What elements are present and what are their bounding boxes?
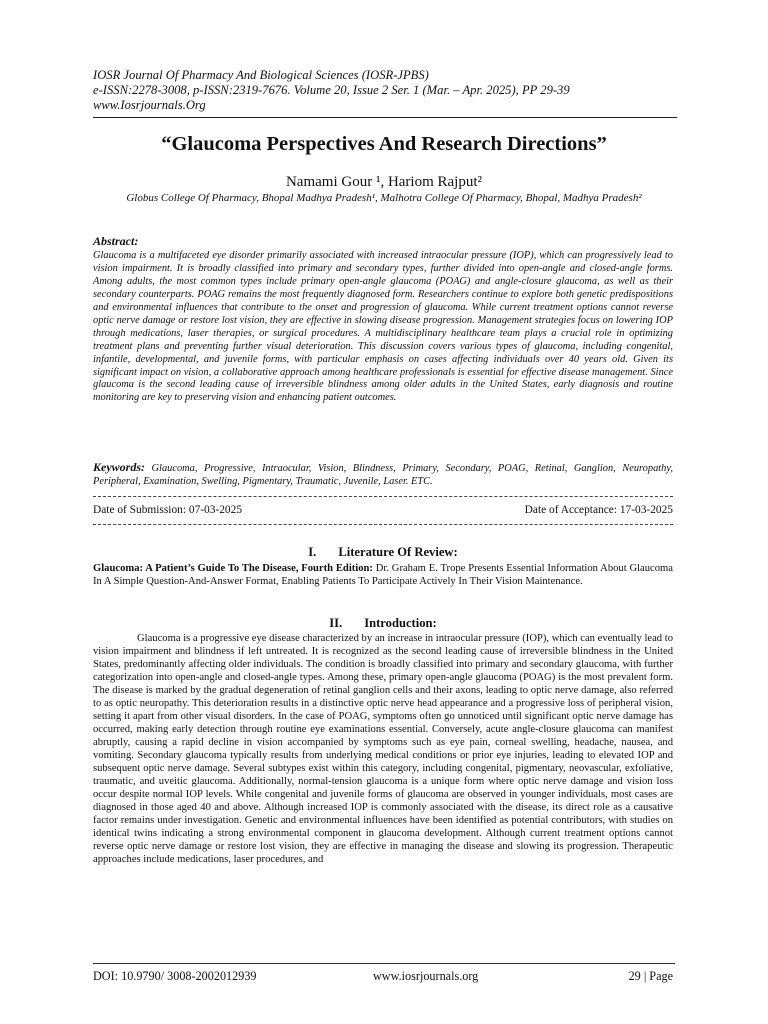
acceptance-date: Date of Acceptance: 17-03-2025: [524, 504, 673, 516]
section-title: Introduction:: [364, 616, 437, 630]
header-rule: [93, 117, 677, 118]
section-number: II.: [329, 616, 343, 630]
journal-header: [93, 68, 683, 114]
journal-name: IOSR Journal Of Pharmacy And Biological Sciences (IOSR-JPBS): [93, 68, 429, 82]
separator-bottom: [93, 524, 673, 525]
keywords-block: [93, 461, 673, 488]
abstract-label: Abstract:: [93, 234, 139, 248]
literature-paragraph: [93, 562, 673, 588]
footer-doi: DOI: 10.9790/ 3008-2002012939: [93, 969, 257, 983]
page-footer: [93, 968, 673, 984]
separator-top: [93, 496, 673, 497]
submission-date: Date of Submission: 07-03-2025: [93, 504, 243, 516]
section-heading-literature: [93, 545, 673, 560]
section-title: Literature Of Review:: [338, 545, 458, 559]
author-affiliation: Globus College Of Pharmacy, Bhopal Madhya Pradesh¹, Malhotra College Of Pharmacy, Bhopal, Madhya Pradesh²: [126, 192, 642, 204]
journal-website: www.Iosrjournals.Org: [93, 98, 206, 113]
abstract-text: Glaucoma is a multifaceted eye disorder primarily associated with increased intraocular pressure (IOP), which can progressively lead to vision impairment. It is broadly classified into primary and secondary types, further divided into open-angle and closed-angle forms. Among adults, the most common types include primary open-angle glaucoma (POAG) and angle-closure glaucoma, as well as their secondary counterparts. POAG remains the most frequently diagnosed form. Researchers continue to explore both genetic predispositions and environmental influences that contribute to the onset and progression of glaucoma. While current treatment options cannot reverse optic nerve damage or restore lost vision, they are effective in slowing disease progression. Management strategies focus on lowering IOP through medications, laser therapies, or surgical procedures. A multidisciplinary healthcare team plays a crucial role in optimizing treatment plans and preventing further visual deterioration. This discussion covers various types of glaucoma, including congenital, infantile, developmental, and juvenile forms, with particular emphasis on cases affecting individuals over 40 years old. Given its significant impact on vision, a collaborative approach among healthcare professionals is essential for effective disease management. Since glaucoma is the second leading cause of irreversible blindness among older adults in the United States, early diagnosis and routine monitoring are key to preserving vision and enhancing patient outcomes.: [93, 249, 673, 404]
literature-text: Dr. Graham E. Trope Presents Essential Information About Glaucoma In A Simple Question-And-Answer Format, Enabling Patients To Participate Actively In Their Vision Maintenance.: [93, 563, 673, 587]
section-number: I.: [308, 545, 317, 559]
keywords-label: Keywords:: [93, 460, 145, 474]
abstract-block: [93, 235, 673, 405]
literature-lead: Glaucoma: A Patient’s Guide To The Disease, Fourth Edition:: [93, 563, 373, 574]
footer-page-number: 29 | Page: [628, 969, 673, 983]
section-heading-introduction: [93, 616, 673, 631]
footer-website: www.iosrjournals.org: [373, 969, 479, 983]
footer-rule: [93, 963, 675, 964]
author-list: Namami Gour ¹, Hariom Rajput²: [285, 174, 483, 190]
dates-row: [93, 503, 673, 517]
introduction-paragraph: Glaucoma is a progressive eye disease characterized by an increase in intraocular pressure (IOP), which can eventually lead to vision impairment and blindness if left untreated. It is recognized as the second leading cause of irreversible blindness in the United States, predominantly affecting older individuals. The condition is broadly classified into primary and secondary glaucoma, with further categorization into open-angle and closed-angle types. Among these, primary open-angle glaucoma (POAG) is the most prevalent form. The disease is marked by the gradual degeneration of retinal ganglion cells and their axons, leading to optic nerve damage, also referred to as optic neuropathy. This deterioration results in a distinctive optic nerve head appearance and a progressive loss of peripheral vision, setting it apart from other visual disorders. In the case of POAG, symptoms often go unnoticed until significant optic nerve damage has occurred, making early detection through routine eye examinations essential. Conversely, acute angle-closure glaucoma can manifest abruptly, causing a rapid decline in vision accompanied by symptoms such as eye pain, corneal swelling, headache, nausea, and vomiting. Secondary glaucoma typically results from underlying medical conditions or prior eye injuries, leading to elevated IOP and subsequent optic nerve damage. Several subtypes exist within this category, including congenital, pigmentary, neovascular, exfoliative, traumatic, and uveitic glaucoma. Additionally, normal-tension glaucoma is a unique form where optic nerve damage and vision loss occur despite normal IOP levels. While congenital and juvenile forms of glaucoma are observed in younger individuals, most cases are diagnosed in those aged 40 and above. Although increased IOP is commonly associated with the disease, its direct role as a causative factor remains under investigation. Genetic and environmental influences have been identified as potential contributors, with studies on identical twins indicating a strong environmental component in glaucoma development. Although current treatment options cannot reverse optic nerve damage or restore lost vision, they are effective in managing the disease and slowing its progression. Therapeutic approaches include medications, laser procedures, and: [93, 633, 673, 865]
keywords-text: Glaucoma, Progressive, Intraocular, Vision, Blindness, Primary, Secondary, POAG, Retinal, Ganglion, Neuropathy, Peripheral, Examination, Swelling, Pigmentary, Traumatic, Juvenile, Laser. ETC.: [93, 463, 673, 487]
paper-title: “Glaucoma Perspectives And Research Directions”: [161, 133, 607, 155]
issn-line: e-ISSN:2278-3008, p-ISSN:2319-7676. Volume 20, Issue 2 Ser. 1 (Mar. – Apr. 2025), PP 29-39: [93, 83, 570, 98]
